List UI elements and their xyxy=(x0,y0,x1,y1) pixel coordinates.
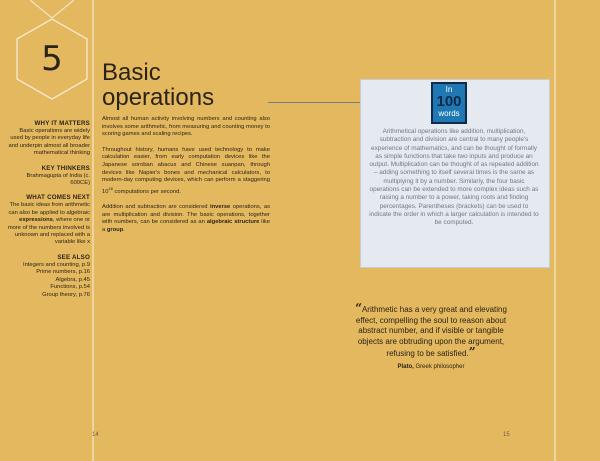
key-thinkers-section xyxy=(6,165,90,188)
what-comes-next-heading: WHAT COMES NEXT xyxy=(26,194,90,202)
see-also-item[interactable]: Functions, p.54 xyxy=(50,284,90,291)
body-p3-a: Addition and subtraction are considered xyxy=(102,204,210,211)
body-paragraph-2 xyxy=(102,147,270,196)
body-p3-d: . xyxy=(123,227,125,234)
what-comes-next-section xyxy=(6,194,90,246)
quote-text-block xyxy=(348,303,514,360)
what-comes-next-text-a: The basic ideas from arithmetic can also be applied to algebraic xyxy=(8,202,90,216)
what-comes-next-text xyxy=(6,202,90,246)
pull-quote xyxy=(348,303,514,370)
see-also-section xyxy=(6,254,90,299)
why-it-matters-section xyxy=(6,120,90,158)
in-100-words-text: Arithmetical operations like addition, multiplication, subtraction and division are central to many people's experience of mathematics, and can be thought of formally as simple functions that take two inputs and produce an output. Multiplication can be thought of as repeated addition – adding something to itself several times is the same as multiplying it by a number. Similarly, the four basic operations can be extended to more complex ideas such as raising a number to a power, taking roots and finding percentages. Parentheses (brackets) can be used to indicate the order in which a larger calculation is intended to be computed. xyxy=(369,128,539,227)
body-paragraph-1: Almost all human activity involving numbers and counting also involves some arithmetic, from measuring and counting money to scoring games and scaling recipes. xyxy=(102,116,270,138)
what-comes-next-bold: expressions xyxy=(19,217,53,224)
badge-words: words xyxy=(438,109,460,118)
page-title xyxy=(102,60,272,110)
see-also-item[interactable]: Group theory, p.76 xyxy=(42,291,90,298)
what-comes-next-text-b: , where one or more of the numbers involved is unknown and replaced with a variable like x xyxy=(7,217,90,246)
quote-author: Plato, xyxy=(397,363,414,370)
page-number-right: 15 xyxy=(503,432,510,438)
body-p2-main: Throughout history, humans have used technology to make calculation easier, from early computation devices like the Japanese soroban abacus and Chinese suanpan, through devices like Napier's bones and mechanical calculators, to modern-day computing devices, which can perform a staggering 10 xyxy=(102,146,270,195)
see-also-item[interactable]: Algebra, p.45 xyxy=(55,276,90,283)
page-title-line2: operations xyxy=(102,84,215,111)
body-p2-exponent: 18 xyxy=(108,185,113,191)
quote-text: Arithmetic has a very great and elevating effect, compelling the soul to reason about abstract number, and if visible or tangible objects are obtruding upon the argument, refusing to be satisfied. xyxy=(355,305,507,359)
page-number-left: 14 xyxy=(92,432,99,438)
see-also-item[interactable]: Integers and counting, p.9 xyxy=(22,261,90,268)
body-paragraph-3 xyxy=(102,204,270,234)
in-100-words-badge xyxy=(431,82,467,124)
body-p2-end: computations per second. xyxy=(112,188,181,195)
sidebar xyxy=(6,120,90,306)
main-body xyxy=(102,116,270,243)
body-p3-bold-inverse: inverse xyxy=(209,204,231,211)
page-title-line1: Basic xyxy=(102,59,161,86)
title-connector-line xyxy=(268,102,360,103)
body-p3-c: like a xyxy=(102,219,270,234)
quote-attribution xyxy=(348,364,514,370)
badge-in: In xyxy=(445,85,453,94)
see-also-heading: SEE ALSO xyxy=(57,253,90,261)
badge-number: 100 xyxy=(436,93,462,110)
close-quote-mark: ” xyxy=(468,345,476,360)
body-p3-bold-algebraic: algebraic structure xyxy=(206,219,260,226)
body-p3-b: operations, as are multiplication and division. The basic operations, together with numbers, can be considered as an xyxy=(102,204,270,226)
key-thinkers-text: Brahmagupta of India (c. 600CE) xyxy=(26,172,90,187)
chapter-hexagon xyxy=(15,18,89,100)
see-also-item[interactable]: Prime numbers, p.16 xyxy=(36,269,90,276)
body-p3-bold-group: group xyxy=(106,227,124,234)
why-it-matters-heading: WHY IT MATTERS xyxy=(34,120,90,127)
key-thinkers-heading: KEY THINKERS xyxy=(41,164,90,172)
chapter-number: 5 xyxy=(41,39,63,79)
why-it-matters-text: Basic operations are widely used by people in everyday life and underpin almost all broader mathematical thinking xyxy=(8,128,90,157)
quote-author-role: Greek philosopher xyxy=(413,363,465,370)
open-quote-mark: “ xyxy=(355,301,362,315)
